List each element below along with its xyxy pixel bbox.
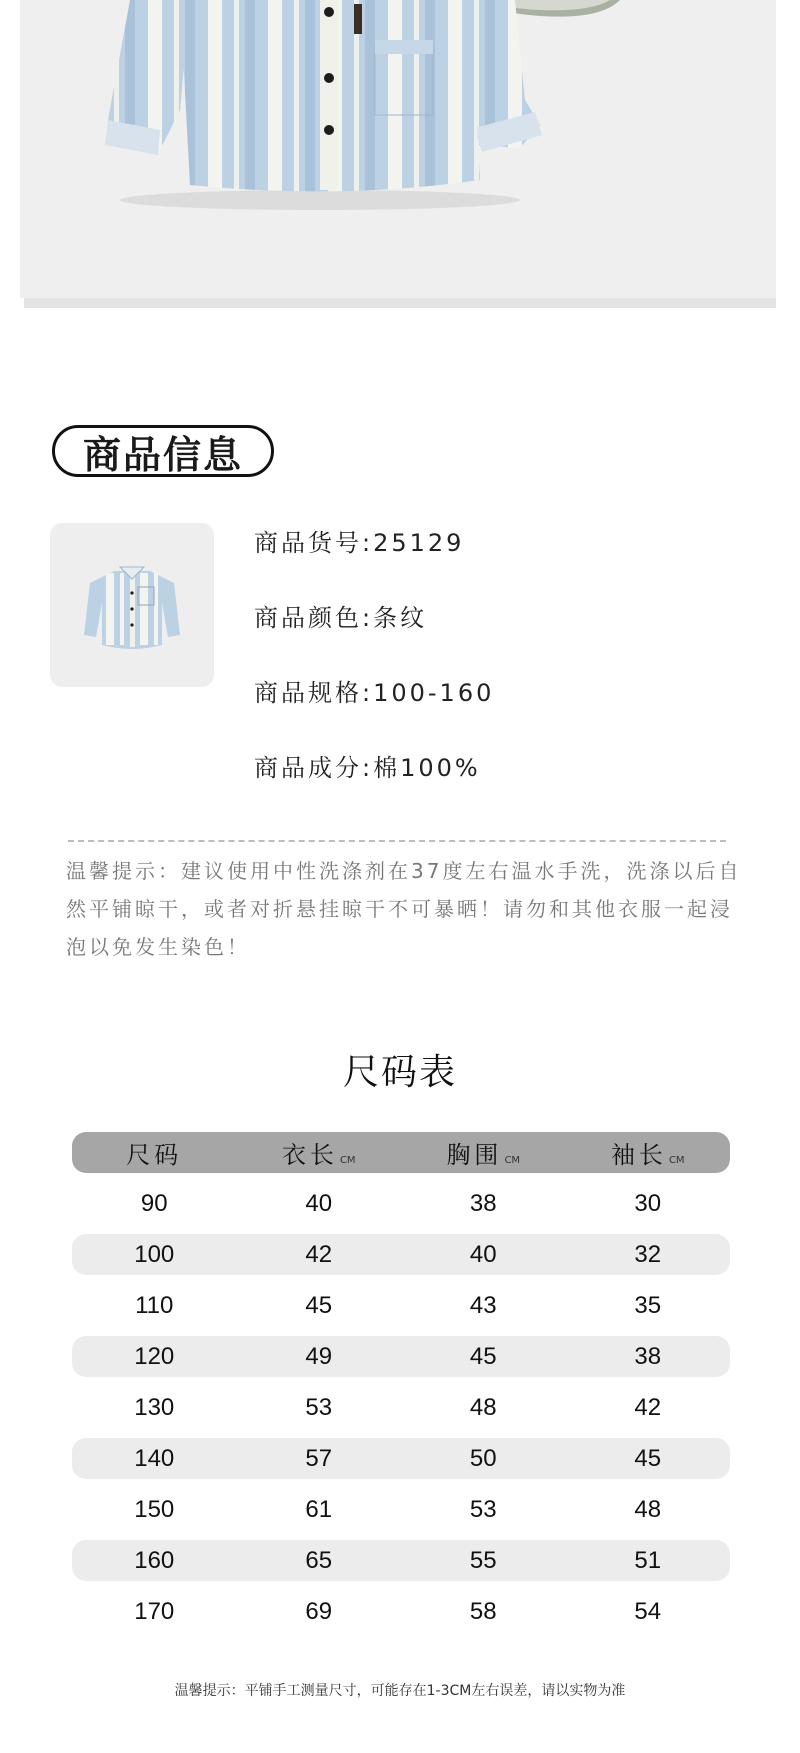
cell-chest: 45	[469, 1342, 497, 1370]
cell-size: 150	[134, 1495, 175, 1523]
cell-size: 90	[140, 1189, 168, 1217]
cell-length: 61	[305, 1495, 333, 1523]
unit-label: CM	[668, 1155, 685, 1166]
cell-size: 140	[134, 1444, 175, 1472]
header-size: 尺码	[126, 1141, 183, 1169]
table-row	[72, 1438, 730, 1479]
cell-chest: 55	[469, 1546, 497, 1574]
cell-length: 57	[305, 1444, 333, 1472]
cell-chest: 40	[469, 1240, 497, 1268]
product-material: 商品成分:棉100%	[254, 754, 481, 782]
cell-sleeve: 54	[634, 1597, 662, 1625]
cell-length: 69	[305, 1597, 333, 1625]
cell-chest: 38	[469, 1189, 497, 1217]
cell-length: 49	[305, 1342, 333, 1370]
table-row	[72, 1183, 730, 1224]
hero-bottom-shadow	[24, 298, 776, 308]
cell-size: 130	[134, 1393, 175, 1421]
table-row	[72, 1336, 730, 1377]
table-row	[72, 1234, 730, 1275]
unit-label: CM	[504, 1155, 521, 1166]
product-item-number: 商品货号:25129	[254, 529, 465, 557]
table-row	[72, 1540, 730, 1581]
table-row	[72, 1285, 730, 1326]
cell-sleeve: 35	[634, 1291, 662, 1319]
cell-sleeve: 30	[634, 1189, 662, 1217]
cell-chest: 43	[469, 1291, 497, 1319]
cell-size: 100	[134, 1240, 175, 1268]
cell-size: 170	[134, 1597, 175, 1625]
cell-chest: 48	[469, 1393, 497, 1421]
table-row	[72, 1591, 730, 1632]
header-chest: 胸围 CM	[446, 1141, 521, 1169]
cell-chest: 53	[469, 1495, 497, 1523]
product-color: 商品颜色:条纹	[254, 604, 428, 632]
size-chart-table	[72, 1132, 730, 1642]
unit-label: CM	[339, 1155, 356, 1166]
cell-length: 42	[305, 1240, 333, 1268]
cell-sleeve: 45	[634, 1444, 662, 1472]
header-length: 衣长 CM	[281, 1141, 356, 1169]
cell-sleeve: 48	[634, 1495, 662, 1523]
cell-size: 120	[134, 1342, 175, 1370]
care-tip: 温馨提示：建议使用中性洗涤剂在37度左右温水手洗，洗涤以后自然平铺晾干，或者对折悬挂晾干不可暴晒！请勿和其他衣服一起浸泡以免发生染色！	[66, 859, 742, 959]
cell-length: 45	[305, 1291, 333, 1319]
cell-sleeve: 32	[634, 1240, 662, 1268]
cell-length: 53	[305, 1393, 333, 1421]
table-row	[72, 1489, 730, 1530]
size-chart-title: 尺码表	[342, 1052, 457, 1093]
header-sleeve: 袖长 CM	[610, 1141, 685, 1169]
cell-size: 110	[135, 1291, 174, 1319]
product-hero-image	[20, 0, 776, 298]
cell-sleeve: 51	[634, 1546, 662, 1574]
product-thumbnail	[50, 523, 214, 687]
cell-chest: 58	[469, 1597, 497, 1625]
measurement-footnote: 温馨提示：平铺手工测量尺寸，可能存在1-3CM左右误差，请以实物为准	[174, 1683, 626, 1699]
product-info-title: 商品信息	[52, 425, 274, 477]
cell-sleeve: 42	[634, 1393, 662, 1421]
product-size-range: 商品规格:100-160	[254, 679, 495, 707]
cell-size: 160	[134, 1546, 175, 1574]
cell-sleeve: 38	[634, 1342, 662, 1370]
table-row	[72, 1387, 730, 1428]
dashed-divider	[68, 840, 726, 842]
cell-chest: 50	[469, 1444, 497, 1472]
size-chart-header-row	[72, 1132, 730, 1173]
cell-length: 65	[305, 1546, 333, 1574]
cell-length: 40	[305, 1189, 333, 1217]
